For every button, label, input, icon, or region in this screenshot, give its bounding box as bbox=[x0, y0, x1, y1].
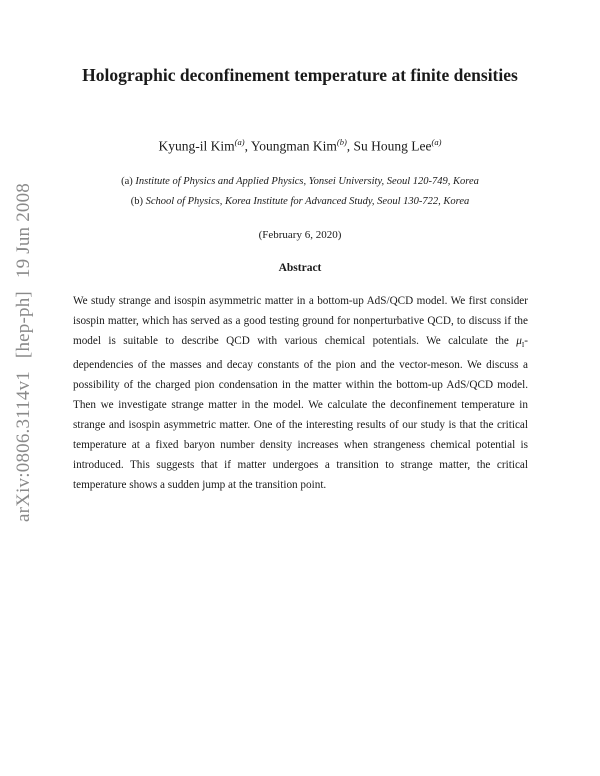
arxiv-category: [hep-ph] bbox=[13, 291, 34, 359]
author-mark: (a) bbox=[234, 137, 245, 147]
arxiv-id[interactable]: arXiv:0806.3114v1 bbox=[13, 371, 34, 522]
arxiv-date: 19 Jun 2008 bbox=[13, 182, 34, 279]
affiliation-text: Institute of Physics and Applied Physics, Yonsei University, Seoul 120-749, Korea bbox=[135, 176, 479, 187]
affiliation-text: School of Physics, Korea Institute for Advanced Study, Seoul 130-722, Korea bbox=[145, 196, 470, 207]
affiliation-mark: (a) bbox=[121, 176, 133, 187]
arxiv-stamp bbox=[13, 182, 35, 526]
abstract-heading: Abstract bbox=[278, 262, 322, 274]
author-list: Kyung-il Kim$^{(a)}$, Youngman Kim$^{(b)}$, Su Houng Lee$^{(a)}$ bbox=[158, 137, 442, 154]
author-name: Su Houng Lee bbox=[353, 138, 432, 154]
author-name: Youngman Kim bbox=[250, 138, 337, 154]
author-name: Kyung-il Kim bbox=[158, 138, 235, 154]
author-mark: (b) bbox=[336, 137, 347, 147]
affiliation-b bbox=[40, 196, 560, 207]
paper-date: (February 6, 2020) bbox=[258, 229, 342, 241]
affiliation-mark: (b) bbox=[130, 196, 143, 207]
affiliation-a bbox=[40, 176, 560, 187]
mu-symbol: μ bbox=[516, 335, 522, 347]
author-mark: (a) bbox=[431, 137, 442, 147]
paper-title: Holographic deconfinement temperature at finite densities bbox=[82, 65, 518, 85]
abstract-body: We study strange and isospin asymmetric matter in a bottom-up AdS/QCD model. We first consider isospin matter, which has served as a good testing ground for nonperturbative QCD, to discuss if the model is suitable to describe QCD with various chemical potentials. We calculate the $\mu_I$-dependencies of the masses and decay constants of the pion and the vector-meson. We discuss a possibility of the charged pion condensation in the matter within the bottom-up AdS/QCD model. Then we investigate strange matter in the model. We calculate the deconfinement temperature in strange and isospin asymmetric matter. One of the interesting results of our study is that the critical temperature at a fixed baryon number density increases when strangeness chemical potential is introduced. This suggests that if matter undergoes a transition to strange matter, the critical temperature shows a sudden jump at the transition point. bbox=[73, 295, 528, 492]
